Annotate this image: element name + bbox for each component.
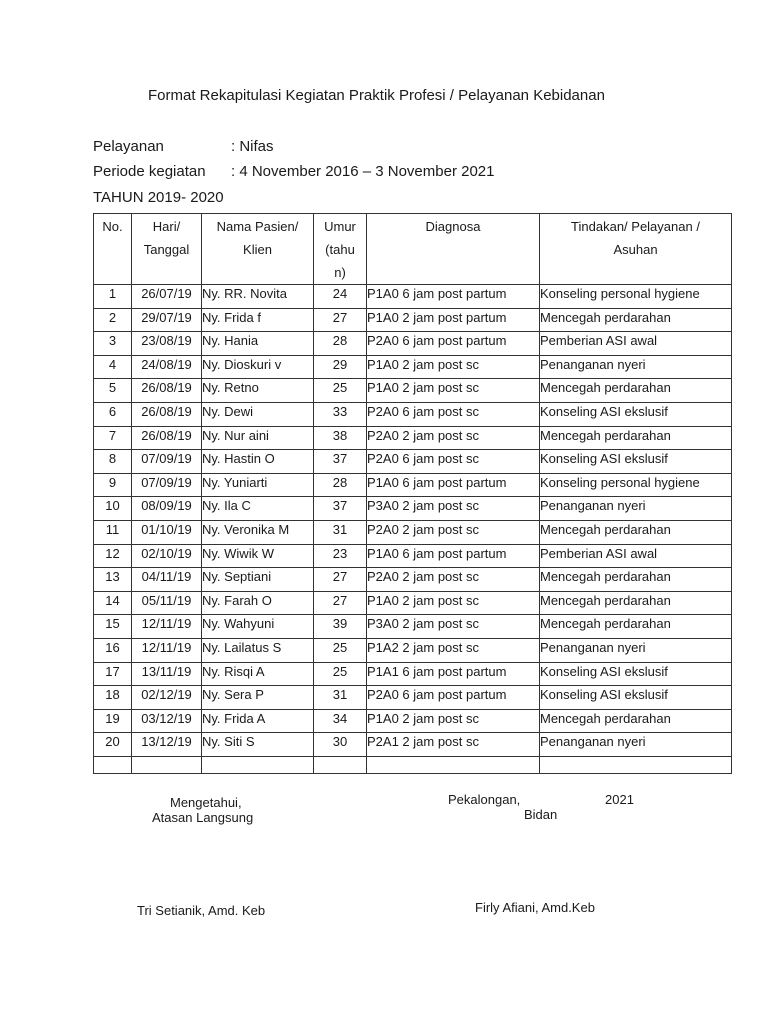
cell-diagnosa: P1A0 2 jam post sc <box>367 709 540 733</box>
cell-tanggal: 08/09/19 <box>132 497 202 521</box>
cell-tanggal: 12/11/19 <box>132 615 202 639</box>
header-line: Tindakan/ Pelayanan / <box>571 219 700 234</box>
midwife-name: Firly Afiani, Amd.Keb <box>475 900 595 915</box>
atasan-langsung-label: Atasan Langsung <box>152 810 254 825</box>
place-label: Pekalongan, <box>448 792 521 807</box>
cell-no: 3 <box>94 332 132 356</box>
cell-nama: Ny. Siti S <box>202 733 314 757</box>
cell-tindakan: Mencegah perdarahan <box>540 520 732 544</box>
header-tindakan <box>540 214 732 285</box>
cell-no: 7 <box>94 426 132 450</box>
cell-diagnosa: P1A0 6 jam post partum <box>367 285 540 309</box>
header-line: Klien <box>243 242 272 257</box>
table-row <box>94 568 732 592</box>
cell-nama: Ny. Nur aini <box>202 426 314 450</box>
cell-tanggal: 23/08/19 <box>132 332 202 356</box>
cell-nama: Ny. Wiwik W <box>202 544 314 568</box>
cell-tanggal: 24/08/19 <box>132 355 202 379</box>
cell-nama: Ny. Farah O <box>202 591 314 615</box>
cell-no: 19 <box>94 709 132 733</box>
cell-nama: Ny. Septiani <box>202 568 314 592</box>
cell-tanggal: 26/08/19 <box>132 402 202 426</box>
table-row <box>94 662 732 686</box>
cell-no: 20 <box>94 733 132 757</box>
cell-tanggal: 26/08/19 <box>132 426 202 450</box>
cell-tanggal: 26/07/19 <box>132 285 202 309</box>
cell-tindakan: Penanganan nyeri <box>540 733 732 757</box>
cell-diagnosa: P1A2 2 jam post sc <box>367 638 540 662</box>
cell-nama: Ny. RR. Novita <box>202 285 314 309</box>
cell-tindakan: Konseling personal hygiene <box>540 473 732 497</box>
cell-diagnosa: P2A1 2 jam post sc <box>367 733 540 757</box>
cell-diagnosa: P1A0 2 jam post partum <box>367 308 540 332</box>
cell-tindakan: Penanganan nyeri <box>540 497 732 521</box>
cell-diagnosa: P2A0 6 jam post partum <box>367 686 540 710</box>
header-diagnosa <box>367 214 540 285</box>
cell-no: 2 <box>94 308 132 332</box>
table-header-row <box>94 214 732 285</box>
cell-nama: Ny. Retno <box>202 379 314 403</box>
cell-tindakan: Konseling personal hygiene <box>540 285 732 309</box>
pelayanan-value: : Nifas <box>231 138 274 155</box>
pelayanan-label: Pelayanan <box>93 138 164 155</box>
cell-no: 5 <box>94 379 132 403</box>
cell-tanggal: 13/12/19 <box>132 733 202 757</box>
table-row <box>94 591 732 615</box>
table-row <box>94 544 732 568</box>
cell-tindakan: Mencegah perdarahan <box>540 709 732 733</box>
table-row <box>94 308 732 332</box>
table-row <box>94 733 732 757</box>
cell-umur: 27 <box>314 591 367 615</box>
cell-diagnosa: P1A0 2 jam post sc <box>367 591 540 615</box>
cell-tindakan: Mencegah perdarahan <box>540 426 732 450</box>
cell-tanggal: 26/08/19 <box>132 379 202 403</box>
cell-nama: Ny. Frida f <box>202 308 314 332</box>
cell-nama: Ny. Wahyuni <box>202 615 314 639</box>
cell-nama: Ny. Ila C <box>202 497 314 521</box>
cell-umur: 37 <box>314 450 367 474</box>
cell-no: 8 <box>94 450 132 474</box>
cell-tindakan: Mencegah perdarahan <box>540 308 732 332</box>
cell-diagnosa: P2A0 2 jam post sc <box>367 426 540 450</box>
cell-nama: Ny. Veronika M <box>202 520 314 544</box>
cell-tindakan: Mencegah perdarahan <box>540 591 732 615</box>
header-line: n) <box>334 265 346 280</box>
cell-umur: 39 <box>314 615 367 639</box>
cell-umur: 30 <box>314 733 367 757</box>
header-hari-tanggal <box>132 214 202 285</box>
cell-tindakan: Konseling ASI ekslusif <box>540 662 732 686</box>
table-row <box>94 686 732 710</box>
cell-umur: 27 <box>314 308 367 332</box>
cell-umur: 25 <box>314 379 367 403</box>
cell-tanggal: 02/10/19 <box>132 544 202 568</box>
table-row-empty <box>94 756 732 773</box>
cell-umur: 31 <box>314 520 367 544</box>
cell-tanggal: 13/11/19 <box>132 662 202 686</box>
table-row <box>94 332 732 356</box>
header-line: No. <box>102 219 123 234</box>
header-line: Nama Pasien/ <box>216 219 299 234</box>
rekap-table <box>93 213 732 774</box>
empty-cell <box>94 756 132 773</box>
header-nama-pasien <box>202 214 314 285</box>
cell-tindakan: Mencegah perdarahan <box>540 379 732 403</box>
cell-tindakan: Penanganan nyeri <box>540 355 732 379</box>
table-row <box>94 497 732 521</box>
cell-umur: 33 <box>314 402 367 426</box>
header-line: Asuhan <box>613 242 658 257</box>
cell-umur: 28 <box>314 473 367 497</box>
signature-year: 2021 <box>605 792 634 807</box>
cell-umur: 23 <box>314 544 367 568</box>
cell-no: 15 <box>94 615 132 639</box>
header-line: (tahu <box>325 242 355 257</box>
cell-no: 1 <box>94 285 132 309</box>
cell-tanggal: 04/11/19 <box>132 568 202 592</box>
cell-diagnosa: P1A1 6 jam post partum <box>367 662 540 686</box>
cell-umur: 34 <box>314 709 367 733</box>
table-row <box>94 285 732 309</box>
table-row <box>94 450 732 474</box>
supervisor-name: Tri Setianik, Amd. Keb <box>137 903 266 918</box>
cell-no: 18 <box>94 686 132 710</box>
table-row <box>94 615 732 639</box>
periode-value: : 4 November 2016 – 3 November 2021 <box>231 163 495 180</box>
cell-nama: Ny. Risqi A <box>202 662 314 686</box>
cell-no: 16 <box>94 638 132 662</box>
cell-diagnosa: P2A0 6 jam post sc <box>367 450 540 474</box>
header-no <box>94 214 132 285</box>
document-title: Format Rekapitulasi Kegiatan Praktik Profesi / Pelayanan Kebidanan <box>148 87 605 104</box>
cell-umur: 31 <box>314 686 367 710</box>
cell-umur: 25 <box>314 638 367 662</box>
cell-tanggal: 07/09/19 <box>132 450 202 474</box>
cell-nama: Ny. Yuniarti <box>202 473 314 497</box>
cell-tanggal: 12/11/19 <box>132 638 202 662</box>
cell-umur: 24 <box>314 285 367 309</box>
empty-cell <box>540 756 732 773</box>
cell-tanggal: 01/10/19 <box>132 520 202 544</box>
empty-cell <box>132 756 202 773</box>
cell-tindakan: Penanganan nyeri <box>540 638 732 662</box>
cell-tindakan: Pemberian ASI awal <box>540 332 732 356</box>
cell-diagnosa: P3A0 2 jam post sc <box>367 497 540 521</box>
cell-no: 9 <box>94 473 132 497</box>
table-row <box>94 520 732 544</box>
cell-nama: Ny. Frida A <box>202 709 314 733</box>
cell-no: 4 <box>94 355 132 379</box>
cell-tanggal: 07/09/19 <box>132 473 202 497</box>
mengetahui-label: Mengetahui, <box>170 795 242 810</box>
cell-tindakan: Mencegah perdarahan <box>540 615 732 639</box>
cell-no: 6 <box>94 402 132 426</box>
cell-diagnosa: P2A0 2 jam post sc <box>367 568 540 592</box>
cell-diagnosa: P3A0 2 jam post sc <box>367 615 540 639</box>
bidan-label: Bidan <box>524 807 558 822</box>
cell-diagnosa: P1A0 2 jam post sc <box>367 379 540 403</box>
header-line: Diagnosa <box>425 219 481 234</box>
cell-diagnosa: P2A0 6 jam post sc <box>367 402 540 426</box>
table-row <box>94 355 732 379</box>
periode-label: Periode kegiatan <box>93 163 206 180</box>
table-row <box>94 426 732 450</box>
table-row <box>94 402 732 426</box>
cell-no: 10 <box>94 497 132 521</box>
cell-no: 17 <box>94 662 132 686</box>
cell-nama: Ny. Lailatus S <box>202 638 314 662</box>
cell-umur: 25 <box>314 662 367 686</box>
empty-cell <box>202 756 314 773</box>
cell-tindakan: Konseling ASI ekslusif <box>540 450 732 474</box>
cell-tindakan: Konseling ASI ekslusif <box>540 686 732 710</box>
table-body <box>94 285 732 774</box>
header-line: Umur <box>324 219 356 234</box>
header-line: Tanggal <box>143 242 190 257</box>
cell-nama: Ny. Dioskuri v <box>202 355 314 379</box>
cell-diagnosa: P1A0 2 jam post sc <box>367 355 540 379</box>
cell-umur: 38 <box>314 426 367 450</box>
cell-nama: Ny. Sera P <box>202 686 314 710</box>
cell-tanggal: 02/12/19 <box>132 686 202 710</box>
cell-no: 12 <box>94 544 132 568</box>
cell-tanggal: 29/07/19 <box>132 308 202 332</box>
cell-tindakan: Konseling ASI ekslusif <box>540 402 732 426</box>
cell-umur: 28 <box>314 332 367 356</box>
cell-nama: Ny. Hania <box>202 332 314 356</box>
cell-diagnosa: P2A0 2 jam post sc <box>367 520 540 544</box>
cell-diagnosa: P1A0 6 jam post partum <box>367 473 540 497</box>
cell-umur: 37 <box>314 497 367 521</box>
cell-tanggal: 03/12/19 <box>132 709 202 733</box>
cell-umur: 27 <box>314 568 367 592</box>
cell-nama: Ny. Dewi <box>202 402 314 426</box>
cell-nama: Ny. Hastin O <box>202 450 314 474</box>
header-umur <box>314 214 367 285</box>
cell-tindakan: Mencegah perdarahan <box>540 568 732 592</box>
cell-no: 11 <box>94 520 132 544</box>
cell-tanggal: 05/11/19 <box>132 591 202 615</box>
cell-diagnosa: P1A0 6 jam post partum <box>367 544 540 568</box>
table-row <box>94 379 732 403</box>
cell-tindakan: Pemberian ASI awal <box>540 544 732 568</box>
empty-cell <box>314 756 367 773</box>
empty-cell <box>367 756 540 773</box>
cell-no: 14 <box>94 591 132 615</box>
cell-umur: 29 <box>314 355 367 379</box>
header-line: Hari/ <box>152 219 181 234</box>
tahun-label: TAHUN 2019- 2020 <box>93 189 224 206</box>
cell-no: 13 <box>94 568 132 592</box>
table-row <box>94 473 732 497</box>
cell-diagnosa: P2A0 6 jam post partum <box>367 332 540 356</box>
table-row <box>94 638 732 662</box>
table-row <box>94 709 732 733</box>
